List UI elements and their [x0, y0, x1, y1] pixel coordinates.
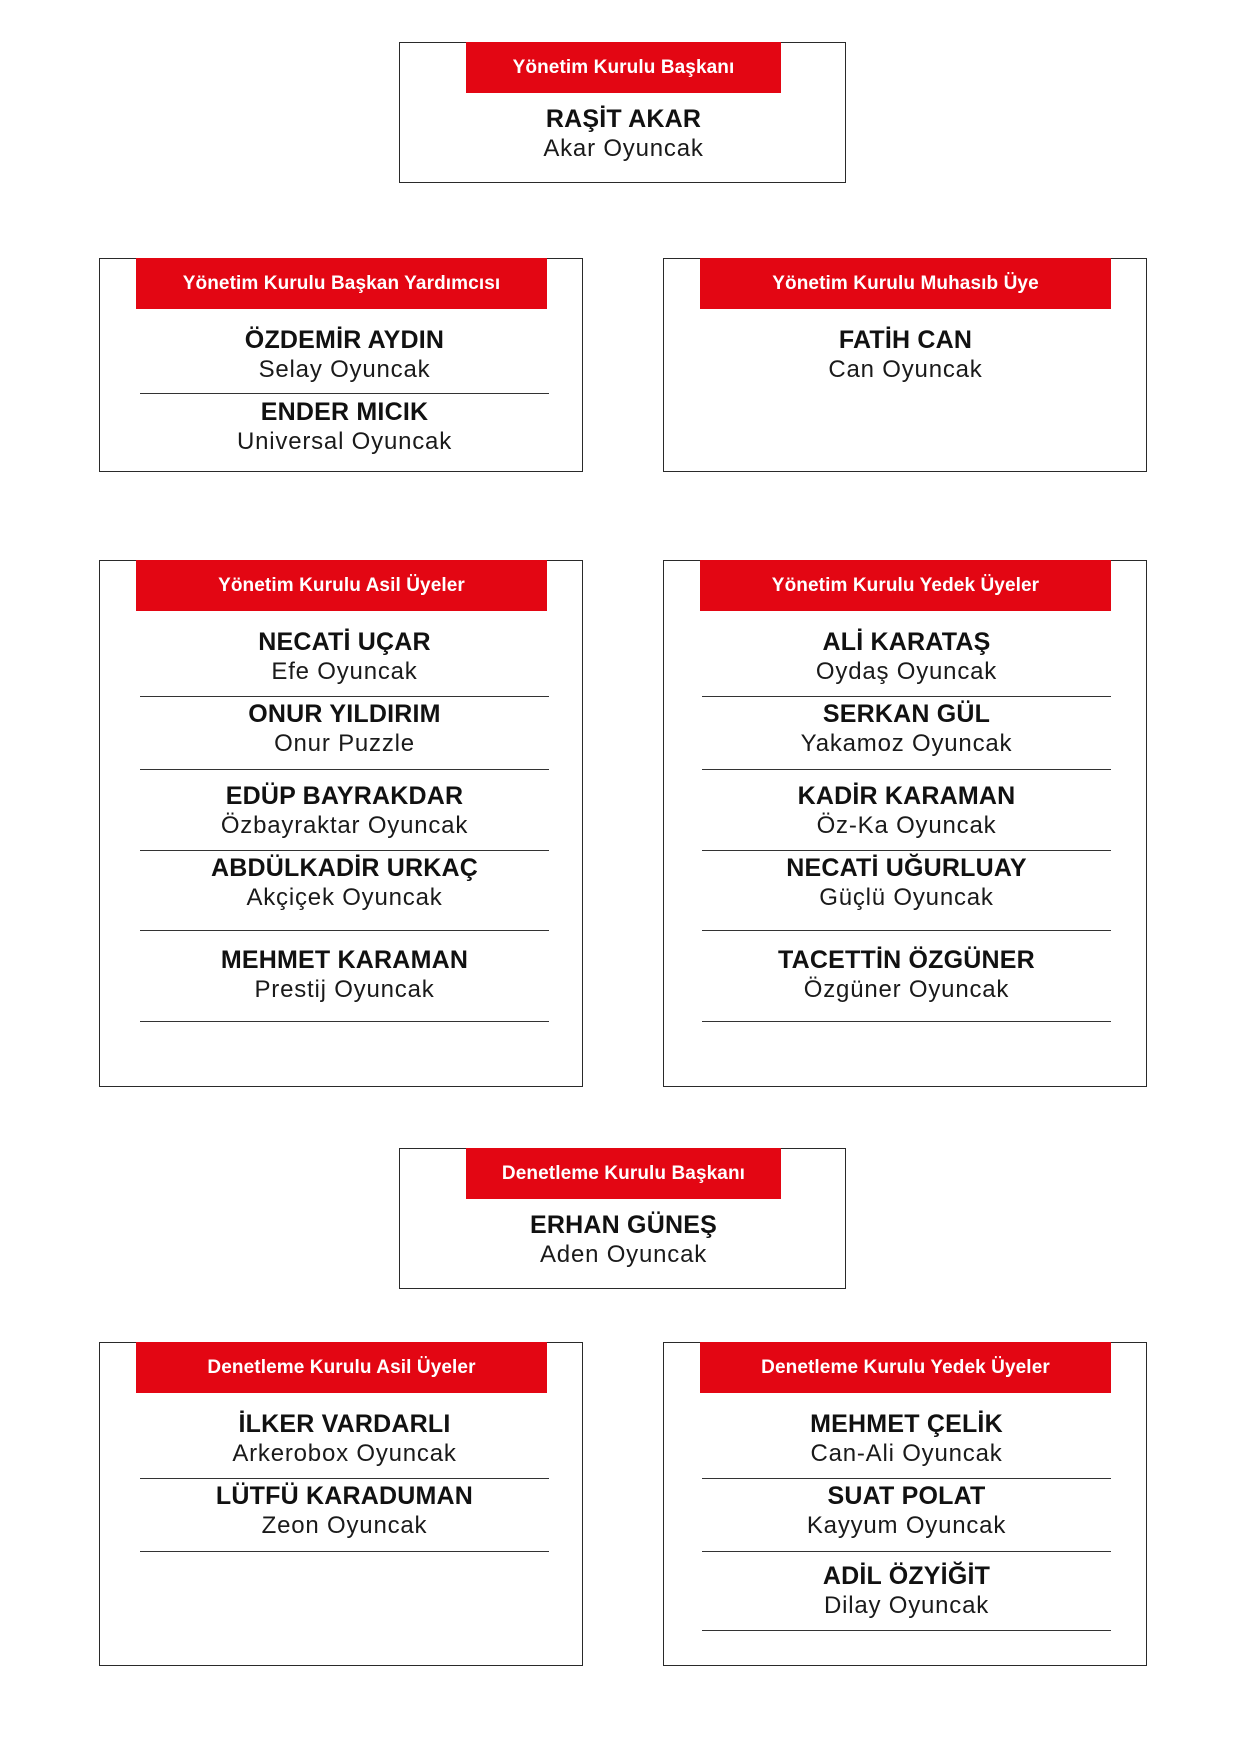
member-name: TACETTİN ÖZGÜNER: [778, 946, 1035, 974]
member-company: Onur Puzzle: [274, 730, 415, 757]
member-company: Zeon Oyuncak: [261, 1512, 428, 1539]
member-entry: [702, 1409, 1111, 1469]
board-title-audit-chairman: Denetleme Kurulu Başkanı: [466, 1148, 781, 1199]
member-entry: [702, 1481, 1111, 1541]
member-company: Selay Oyuncak: [258, 356, 431, 383]
member-entry: [140, 853, 549, 913]
member-divider: [702, 850, 1111, 851]
member-divider: [702, 1021, 1111, 1022]
member-divider: [140, 1551, 549, 1552]
member-name: LÜTFÜ KARADUMAN: [215, 1482, 474, 1510]
member-company: Efe Oyuncak: [271, 658, 418, 685]
member-entry: [702, 853, 1111, 913]
member-name: KADİR KARAMAN: [797, 782, 1016, 810]
member-name: SUAT POLAT: [827, 1482, 986, 1510]
member-entry: [140, 397, 549, 457]
member-name: ÖZDEMİR AYDIN: [244, 326, 445, 354]
member-divider: [140, 769, 549, 770]
member-company: Oydaş Oyuncak: [815, 658, 998, 685]
member-entry: [702, 1561, 1111, 1621]
member-entry: [702, 781, 1111, 841]
board-title-substitute-members: Yönetim Kurulu Yedek Üyeler: [700, 560, 1111, 611]
member-divider: [140, 930, 549, 931]
member-name: MEHMET KARAMAN: [220, 946, 469, 974]
member-divider: [702, 1478, 1111, 1479]
member-entry: [700, 325, 1111, 385]
board-title-treasurer: Yönetim Kurulu Muhasıb Üye: [700, 258, 1111, 309]
member-company: Aden Oyuncak: [539, 1241, 708, 1268]
member-divider: [702, 1551, 1111, 1552]
member-divider: [702, 1630, 1111, 1631]
member-name: ABDÜLKADİR URKAÇ: [210, 854, 479, 882]
member-divider: [140, 696, 549, 697]
member-company: Can-Ali Oyuncak: [810, 1440, 1003, 1467]
board-title-principal-members: Yönetim Kurulu Asil Üyeler: [136, 560, 547, 611]
member-name: ONUR YILDIRIM: [248, 700, 441, 728]
member-company: Kayyum Oyuncak: [806, 1512, 1007, 1539]
member-name: NECATİ UĞURLUAY: [786, 854, 1027, 882]
member-divider: [702, 769, 1111, 770]
member-divider: [140, 1478, 549, 1479]
board-title-vice-chairman: Yönetim Kurulu Başkan Yardımcısı: [136, 258, 547, 309]
member-name: NECATİ UÇAR: [258, 628, 431, 656]
member-entry: [140, 325, 549, 385]
member-name: ENDER MICIK: [260, 398, 429, 426]
member-entry: [140, 1481, 549, 1541]
member-entry: [702, 627, 1111, 687]
member-entry: [140, 699, 549, 759]
member-entry: [702, 699, 1111, 759]
member-company: Özbayraktar Oyuncak: [220, 812, 469, 839]
member-company: Güçlü Oyuncak: [819, 884, 994, 911]
member-name: MEHMET ÇELİK: [810, 1410, 1003, 1438]
member-entry: [466, 1210, 781, 1270]
member-entry: [140, 1409, 549, 1469]
board-title-audit-principal-members: Denetleme Kurulu Asil Üyeler: [136, 1342, 547, 1393]
member-company: Arkerobox Oyuncak: [232, 1440, 457, 1467]
board-title-chairman: Yönetim Kurulu Başkanı: [466, 42, 781, 93]
member-company: Özgüner Oyuncak: [803, 976, 1010, 1003]
member-name: EDÜP BAYRAKDAR: [225, 782, 464, 810]
member-name: ERHAN GÜNEŞ: [530, 1211, 717, 1239]
member-company: Can Oyuncak: [828, 356, 983, 383]
member-name: ALİ KARATAŞ: [822, 628, 991, 656]
member-name: FATİH CAN: [838, 326, 973, 354]
member-company: Yakamoz Oyuncak: [800, 730, 1013, 757]
member-entry: [140, 945, 549, 1005]
member-name: SERKAN GÜL: [822, 700, 991, 728]
member-entry: [140, 781, 549, 841]
member-company: Prestij Oyuncak: [254, 976, 435, 1003]
member-company: Akçiçek Oyuncak: [246, 884, 443, 911]
member-entry: [140, 627, 549, 687]
member-name: İLKER VARDARLI: [238, 1410, 451, 1438]
member-divider: [702, 930, 1111, 931]
member-divider: [140, 1021, 549, 1022]
member-company: Akar Oyuncak: [543, 135, 704, 162]
member-divider: [140, 850, 549, 851]
member-entry: [702, 945, 1111, 1005]
member-name: ADİL ÖZYİĞİT: [822, 1562, 991, 1590]
member-divider: [140, 393, 549, 394]
member-entry: [466, 104, 781, 164]
member-company: Dilay Oyuncak: [823, 1592, 990, 1619]
member-company: Universal Oyuncak: [236, 428, 452, 455]
member-name: RAŞİT AKAR: [545, 105, 702, 133]
member-divider: [702, 696, 1111, 697]
member-company: Öz-Ka Oyuncak: [816, 812, 997, 839]
board-title-audit-substitute-members: Denetleme Kurulu Yedek Üyeler: [700, 1342, 1111, 1393]
